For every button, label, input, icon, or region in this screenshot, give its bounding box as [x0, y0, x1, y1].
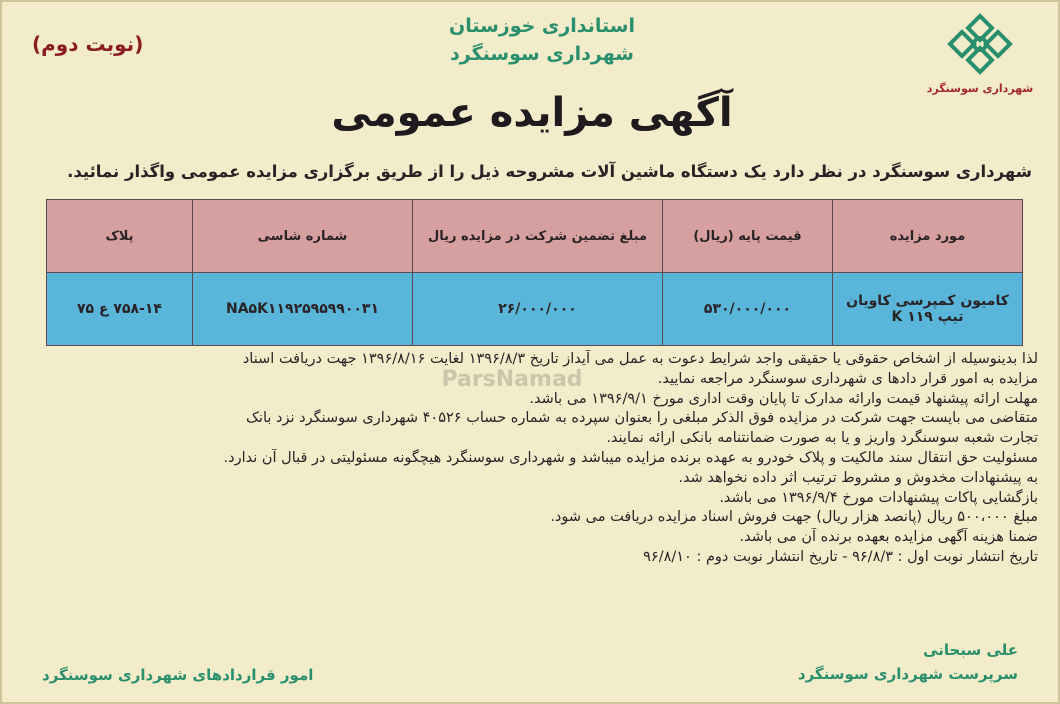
cell-item: کامیون کمپرسی کاویان تیپ K ۱۱۹ — [833, 273, 1023, 346]
condition-line: مبلغ ۵۰۰،۰۰۰ ریال (پانصد هزار ریال) جهت فروش اسناد مزایده دریافت می شود. — [550, 509, 1038, 526]
condition-line: ضمنا هزینه آگهی مزایده بعهده برنده آن می باشد. — [739, 529, 1038, 546]
header-item: مورد مزایده — [833, 200, 1023, 273]
header-chassis: شماره شاسی — [193, 200, 413, 273]
department-name: امور قراردادهای شهرداری سوسنگرد — [42, 666, 314, 684]
condition-line: مسئولیت حق انتقال سند مالکیت و پلاک خودرو به عهده برنده مزایده میباشد و شهرداری سوسنگرد هیچگونه مسئولیتی در قبال آن ندارد. — [223, 449, 1038, 466]
publication-dates: تاریخ انتشار نوبت اول : ۹۶/۸/۳ - تاریخ انتشار نوبت دوم : ۹۶/۸/۱۰ — [643, 548, 1038, 565]
header-plate: پلاک — [47, 200, 193, 273]
condition-line: به پیشنهادات مخدوش و مشروط ترتیب اثر داده نخواهد شد. — [678, 469, 1038, 486]
round-badge: (نوبت دوم) — [32, 32, 144, 56]
issuer-header — [392, 12, 692, 68]
logo-caption: شهرداری سوسنگرد — [926, 82, 1034, 95]
condition-line: بازگشایی پاکات پیشنهادات مورخ ۱۳۹۶/۹/۴ می باشد. — [719, 489, 1038, 506]
header-base-price: قیمت پایه (ریال) — [663, 200, 833, 273]
cell-base-price: ۵۳۰/۰۰۰/۰۰۰ — [663, 273, 833, 346]
auction-table — [46, 199, 1023, 346]
intro-text: شهرداری سوسنگرد در نظر دارد یک دستگاه ماشین آلات مشروحه ذیل را از طریق برگزاری مزایده عمومی واگذار نمائید. — [67, 162, 1032, 181]
watermark: ParsNamad — [441, 367, 583, 392]
page-title: آگهی مزایده عمومی — [331, 90, 733, 136]
municipality-logo — [920, 10, 1040, 110]
province-name: استانداری خوزستان — [448, 15, 635, 37]
condition-line: لذا بدینوسیله از اشخاص حقوقی یا حقیقی واجد شرایط دعوت به عمل می آیداز تاریخ ۱۳۹۶/۸/۳ لغایت ۱۳۹۶/۸/۱۶ جهت دریافت اسناد — [242, 351, 1038, 367]
table-header-row — [47, 200, 1023, 273]
cell-chassis: NA۵K۱۱۹۲۵۹۵۹۹۰۰۳۱ — [193, 273, 413, 346]
condition-line: تجارت شعبه سوسنگرد واریز و یا به صورت ضمانتنامه بانکی ارائه نمایند. — [606, 430, 1038, 447]
condition-line: مهلت ارائه پیشنهاد قیمت وارائه مدارک تا پایان وقت اداری مورخ ۱۳۹۶/۹/۱ می باشد. — [529, 390, 1038, 407]
municipality-name: شهرداری سوسنگرد — [450, 43, 634, 65]
table-row — [47, 273, 1023, 346]
cell-guarantee: ۲۶/۰۰۰/۰۰۰ — [413, 273, 663, 346]
signature-block — [798, 638, 1018, 686]
signer-position: سرپرست شهرداری سوسنگرد — [797, 665, 1018, 683]
condition-line: متقاضی می بایست جهت شرکت در مزایده فوق الذکر مبلغی را بعنوان سپرده به شماره حساب ۴۰۵۲۶ شهرداری سوسنگرد نزد بانک — [245, 410, 1038, 427]
condition-line: مزایده به امور قرار دادها ی شهرداری سوسنگرد مراجعه نمایید. — [657, 370, 1038, 387]
cell-plate: ۷۵۸-۱۴ ع ۷۵ — [47, 273, 193, 346]
logo-icon — [940, 10, 1020, 80]
header-guarantee: مبلغ تضمین شرکت در مزایده ریال — [413, 200, 663, 273]
signer-name: علی سبحانی — [923, 641, 1018, 659]
conditions-text — [24, 350, 1038, 568]
